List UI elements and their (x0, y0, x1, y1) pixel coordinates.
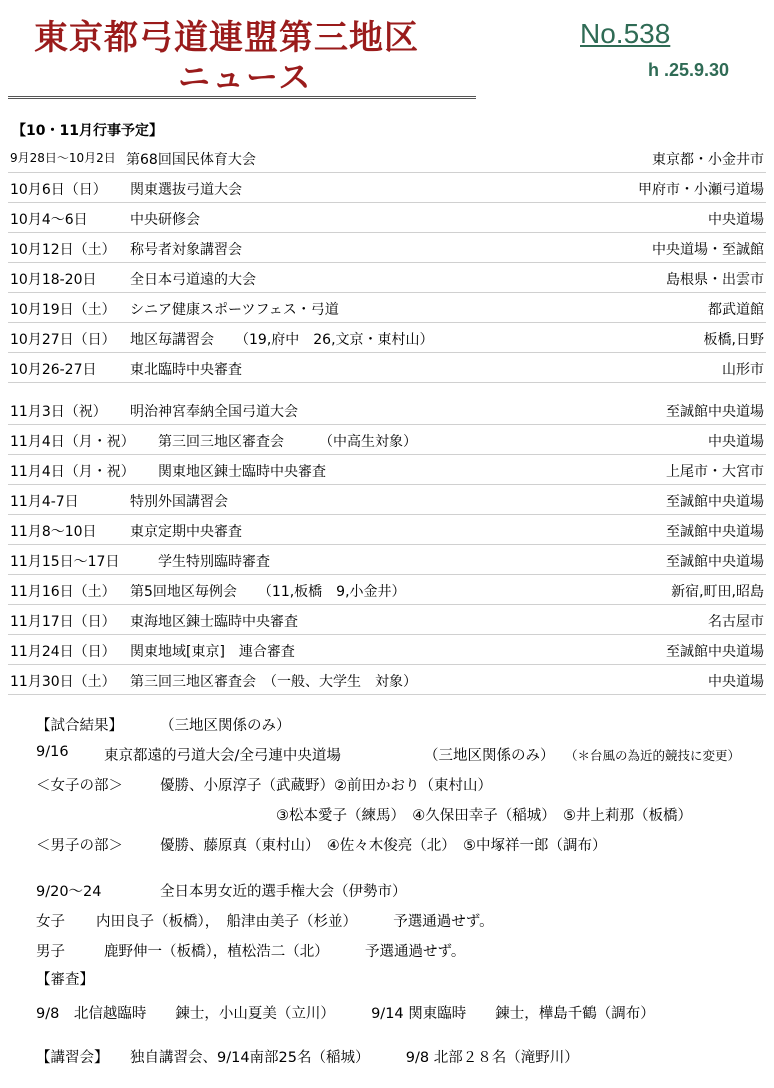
men2-label: 男子 (36, 944, 65, 960)
schedule-event: 関東選抜弓道大会 (130, 182, 242, 198)
schedule-row (8, 267, 766, 289)
men-results: 優勝、藤原真（東村山） ④佐々木俊亮（北） ⑤中塚祥一郎（調布） (160, 838, 607, 854)
schedule-place: 都武道館 (708, 302, 764, 318)
women-results-2: ③松本愛子（練馬） ④久保田幸子（稲城） ⑤井上莉那（板橋） (276, 808, 692, 824)
schedule-date: 9月28日～10月2日 (10, 151, 116, 165)
exam-title: 【審査】 (36, 972, 94, 988)
schedule-date: 10月6日（日） (10, 182, 107, 198)
schedule-place: 上尾市・大宮市 (666, 464, 764, 480)
schedule-row (8, 639, 766, 661)
exam-line: 9/8 北信越臨時 錬士，小山夏美（立川） 9/14 関東臨時 錬士，樺島千鶴（調布） (36, 1006, 655, 1022)
schedule-event: 関東地域[東京] 連合審査 (130, 644, 295, 660)
event1-date: 9/16 (36, 744, 69, 760)
schedule-place: 中央道場 (708, 674, 764, 690)
lecture-title: 【講習会】 (36, 1050, 109, 1066)
schedule-place: 島根県・出雲市 (666, 272, 764, 288)
women-label: ＜女子の部＞ (36, 778, 123, 794)
row-divider (8, 172, 766, 173)
schedule-row (8, 459, 766, 481)
schedule-event: 関東地区錬士臨時中央審査 (158, 464, 326, 480)
row-divider (8, 484, 766, 485)
schedule-row (8, 177, 766, 199)
row-divider (8, 322, 766, 323)
schedule-event: 称号者対象講習会 (130, 242, 242, 258)
schedule-place: 名古屋市 (708, 614, 764, 630)
schedule-row (8, 357, 766, 379)
row-divider (8, 634, 766, 635)
schedule-event: シニア健康スポーツフェス・弓道 (130, 302, 339, 318)
schedule-date: 11月15日～17日 (10, 554, 120, 570)
row-divider (8, 604, 766, 605)
schedule-row (8, 549, 766, 571)
men-label: ＜男子の部＞ (36, 838, 123, 854)
schedule-date: 11月3日（祝） (10, 404, 107, 420)
schedule-date: 11月16日（土） (10, 584, 116, 600)
schedule-date: 11月17日（日） (10, 614, 116, 630)
schedule-row (8, 579, 766, 601)
women2-results: 内田良子（板橋）， 船津由美子（杉並） 予選通過せず。 (96, 914, 494, 930)
issue-number: No.538 (580, 18, 671, 49)
event2-date: 9/20～24 (36, 884, 102, 900)
schedule-row (8, 489, 766, 511)
schedule-row (8, 327, 766, 349)
schedule-date: 11月30日（土） (10, 674, 116, 690)
issue-date: h .25.9.30 (648, 60, 730, 80)
schedule-event: 明治神宮奉納全国弓道大会 (130, 404, 298, 420)
schedule-place: 至誠館中央道場 (666, 524, 764, 540)
schedule-event: 東海地区錬士臨時中央審査 (130, 614, 298, 630)
schedule-event: 第68回国民体育大会 (126, 152, 256, 168)
schedule-row (8, 669, 766, 691)
men2-results: 鹿野伸一（板橋），植松浩二（北） 予選通過せず。 (104, 944, 466, 960)
schedule-row (8, 207, 766, 229)
schedule-date: 11月4-7日 (10, 494, 79, 510)
schedule-event: 地区毎講習会 （19,府中 26,文京・東村山） (130, 332, 434, 348)
schedule-title: 【10・11月行事予定】 (12, 123, 163, 139)
schedule-row (8, 399, 766, 421)
row-divider (8, 574, 766, 575)
schedule-place: 中央道場 (708, 434, 764, 450)
schedule-place: 至誠館中央道場 (666, 554, 764, 570)
schedule-date: 11月24日（日） (10, 644, 116, 660)
row-divider (8, 352, 766, 353)
row-divider (8, 454, 766, 455)
schedule-place: 中央道場・至誠館 (652, 242, 764, 258)
row-divider (8, 694, 766, 695)
row-divider (8, 262, 766, 263)
women-results-1: 優勝、小原淳子（武蔵野）②前田かおり（東村山） (160, 778, 492, 794)
event1-name: 東京都遠的弓道大会/全弓連中央道場 (104, 748, 341, 764)
newsletter-title: 東京都弓道連盟第三地区 (34, 18, 419, 58)
schedule-event: 特別外国講習会 (130, 494, 228, 510)
schedule-row (8, 237, 766, 259)
event1-note: （＊台風の為近的競技に変更） (565, 748, 741, 763)
schedule-date: 11月8～10日 (10, 524, 97, 540)
schedule-event: 第三回三地区審査会 （一般、大学生 対象） (130, 674, 417, 690)
schedule-row (8, 147, 766, 169)
schedule-place: 新宿,町田,昭島 (671, 584, 764, 600)
schedule-place: 至誠館中央道場 (666, 644, 764, 660)
schedule-event: 第5回地区毎例会 （11,板橋 9,小金井） (130, 584, 406, 600)
row-divider (8, 292, 766, 293)
newsletter-subtitle: ニュース (178, 58, 313, 96)
row-divider (8, 202, 766, 203)
schedule-place: 山形市 (722, 362, 764, 378)
row-divider (8, 514, 766, 515)
schedule-event: 全日本弓道遠的大会 (130, 272, 256, 288)
row-divider (8, 544, 766, 545)
schedule-event: 第三回三地区審査会 （中高生対象） (158, 434, 417, 450)
schedule-date: 10月4～6日 (10, 212, 88, 228)
schedule-event: 東北臨時中央審査 (130, 362, 242, 378)
schedule-place: 中央道場 (708, 212, 764, 228)
schedule-place: 甲府市・小瀬弓道場 (638, 182, 764, 198)
schedule-event: 学生特別臨時審査 (158, 554, 270, 570)
results-title: 【試合結果】 (36, 718, 123, 734)
schedule-date: 10月18-20日 (10, 272, 97, 288)
schedule-date: 10月27日（日） (10, 332, 116, 348)
schedule-date: 10月12日（土） (10, 242, 116, 258)
schedule-row (8, 297, 766, 319)
schedule-place: 板橋,日野 (703, 332, 764, 348)
lecture-line: 独自講習会、9/14南部25名（稲城） 9/8 北部２８名（滝野川） (130, 1050, 579, 1066)
schedule-place: 東京都・小金井市 (652, 152, 764, 168)
row-divider (8, 664, 766, 665)
row-divider (8, 382, 766, 383)
event2-name: 全日本男女近的選手権大会（伊勢市） (160, 884, 407, 900)
event1-scope: （三地区関係のみ） (424, 748, 555, 764)
schedule-place: 至誠館中央道場 (666, 404, 764, 420)
schedule-place: 至誠館中央道場 (666, 494, 764, 510)
schedule-row (8, 519, 766, 541)
schedule-row (8, 609, 766, 631)
schedule-date: 10月19日（土） (10, 302, 116, 318)
women2-label: 女子 (36, 914, 65, 930)
schedule-date: 11月4日（月・祝） (10, 434, 135, 450)
schedule-event: 東京定期中央審査 (130, 524, 242, 540)
schedule-event: 中央研修会 (130, 212, 200, 228)
row-divider (8, 424, 766, 425)
schedule-date: 10月26-27日 (10, 362, 97, 378)
results-title-note: （三地区関係のみ） (160, 718, 291, 734)
schedule-date: 11月4日（月・祝） (10, 464, 135, 480)
row-divider (8, 232, 766, 233)
schedule-row (8, 429, 766, 451)
